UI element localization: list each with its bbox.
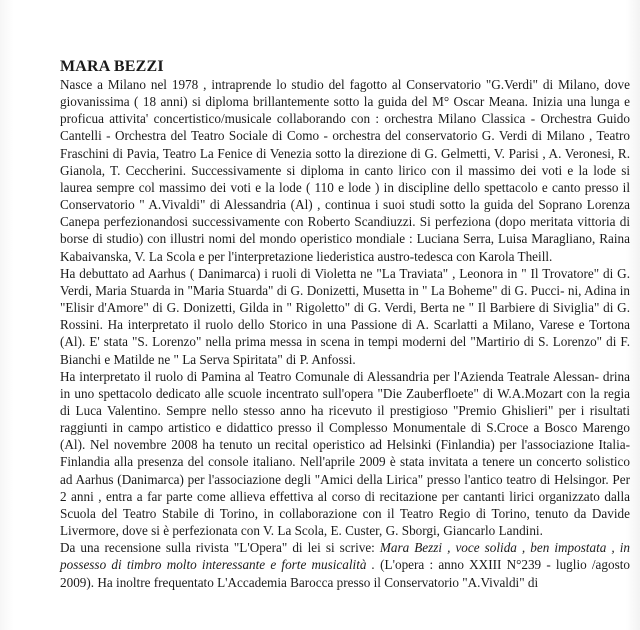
review-intro: Da una recensione sulla rivista "L'Opera" di lei si scrive: <box>60 540 380 556</box>
paragraph-performances: Ha interpretato il ruolo di Pamina al Teatro Comunale di Alessandria per l'Azienda Teatrale Alessan- drina in uno spettacolo dedicato alle scuole incentrato sull'opera "Die Zauberfloete" di W.A.Mozart con la regia di Luca Valentino. Sempre nello stesso anno ha ricevuto il prestigioso "Premio Ghislieri" per i risultati raggiunti in campo artistico e didattico presso il Complesso Monumentale di S.Croce a Bosco Marengo (Al). Nel novembre 2008 ha tenuto un recital operistico ad Helsinki (Finlandia) per l'associazione Italia-Finlandia alla presenza del console italiano. Nell'aprile 2009 è stata invitata a tenere un concerto solistico ad Aarhus (Danimarca) per l'associazione degli "Amici della Lirica" presso l'antico teatro di Helsingor. Per 2 anni , entra a far parte come allieva effettiva al corso di recitazione per cantanti lirici organizzato dalla Scuola del Teatro Stabile di Torino, in collaborazione con il Teatro Regio di Torino, tenuto da Davide Livermore, dove si è perfezionata con V. La Scola, E. Custer, G. Sborgi, Giancarlo Landini. <box>60 368 630 539</box>
paragraph-debut-roles: Ha debuttato ad Aarhus ( Danimarca) i ruoli di Violetta ne "La Traviata" , Leonora in " Il Trovatore" di G. Verdi, Maria Stuarda in "Maria Stuarda" di G. Donizetti, Musetta in " La Boheme" di G. Pucci- ni, Adina in "Elisir d'Amore" di G. Donizetti, Gilda in " Rigoletto" di G. Verdi, Berta ne " Il Barbiere di Siviglia" di G. Rossini. Ha interpretato il ruolo dello Storico in una Passione di A. Scarlatti a Milano, Varese e Tortona (Al). E' stata "S. Lorenzo" nella prima messa in scena in tempi moderni del "Martirio di S. Lorenzo" di F. Bianchi e Matilde ne " La Serva Spiritata" di P. Anfossi. <box>60 265 630 367</box>
paragraph-review <box>60 539 630 590</box>
review-citation: (L'opera : anno XXIII N°239 - luglio /agosto 2009). Ha inoltre frequentato L'Accademia Barocca presso il Conservatorio "A.Vivaldi" di <box>60 557 630 590</box>
biography-section <box>60 58 630 591</box>
review-quote: Mara Bezzi , voce solida , ben impostata , in possesso di timbro molto interessante e forte musicalità . <box>60 540 631 573</box>
artist-name-heading: MARA BEZZI <box>60 58 164 75</box>
paragraph-early-career: Nasce a Milano nel 1978 , intraprende lo studio del fagotto al Conservatorio "G.Verdi" di Milano, dove giovanissima ( 18 anni) si diploma brillantemente sotto la guida del M° Oscar Meana. Inizia una lunga e proficua attivita' concertistico/musicale collaborando con : orchestra Milano Classica - Orchestra Guido Cantelli - Orchestra del Teatro Sociale di Como - orchestra del conservatorio G. Verdi di Milano , Teatro Fraschini di Pavia, Teatro La Fenice di Venezia sotto la direzione di G. Gelmetti, V. Parisi , A. Veronesi, R. Gianola, T. Ceccherini. Successivamente si diploma in canto lirico con il massimo dei voti e la lode si laurea sempre col massimo dei voti e la lode ( 110 e lode ) in discipline dello spettacolo e canto presso il Conservatorio " A.Vivaldi" di Alessandria (Al) , continua i suoi studi sotto la guida del Soprano Lorenza Canepa perfezionandosi successivamente con Roberto Scandiuzzi. Si perfeziona (dopo meritata vittoria di borse di studio) con illustri nomi del mondo operistico mondiale : Luciana Serra, Luisa Maragliano, Raina Kabaivanska, V. La Scola e per l'interpretazione liederistica austro-tedesca con Karola Theill. <box>60 77 630 264</box>
